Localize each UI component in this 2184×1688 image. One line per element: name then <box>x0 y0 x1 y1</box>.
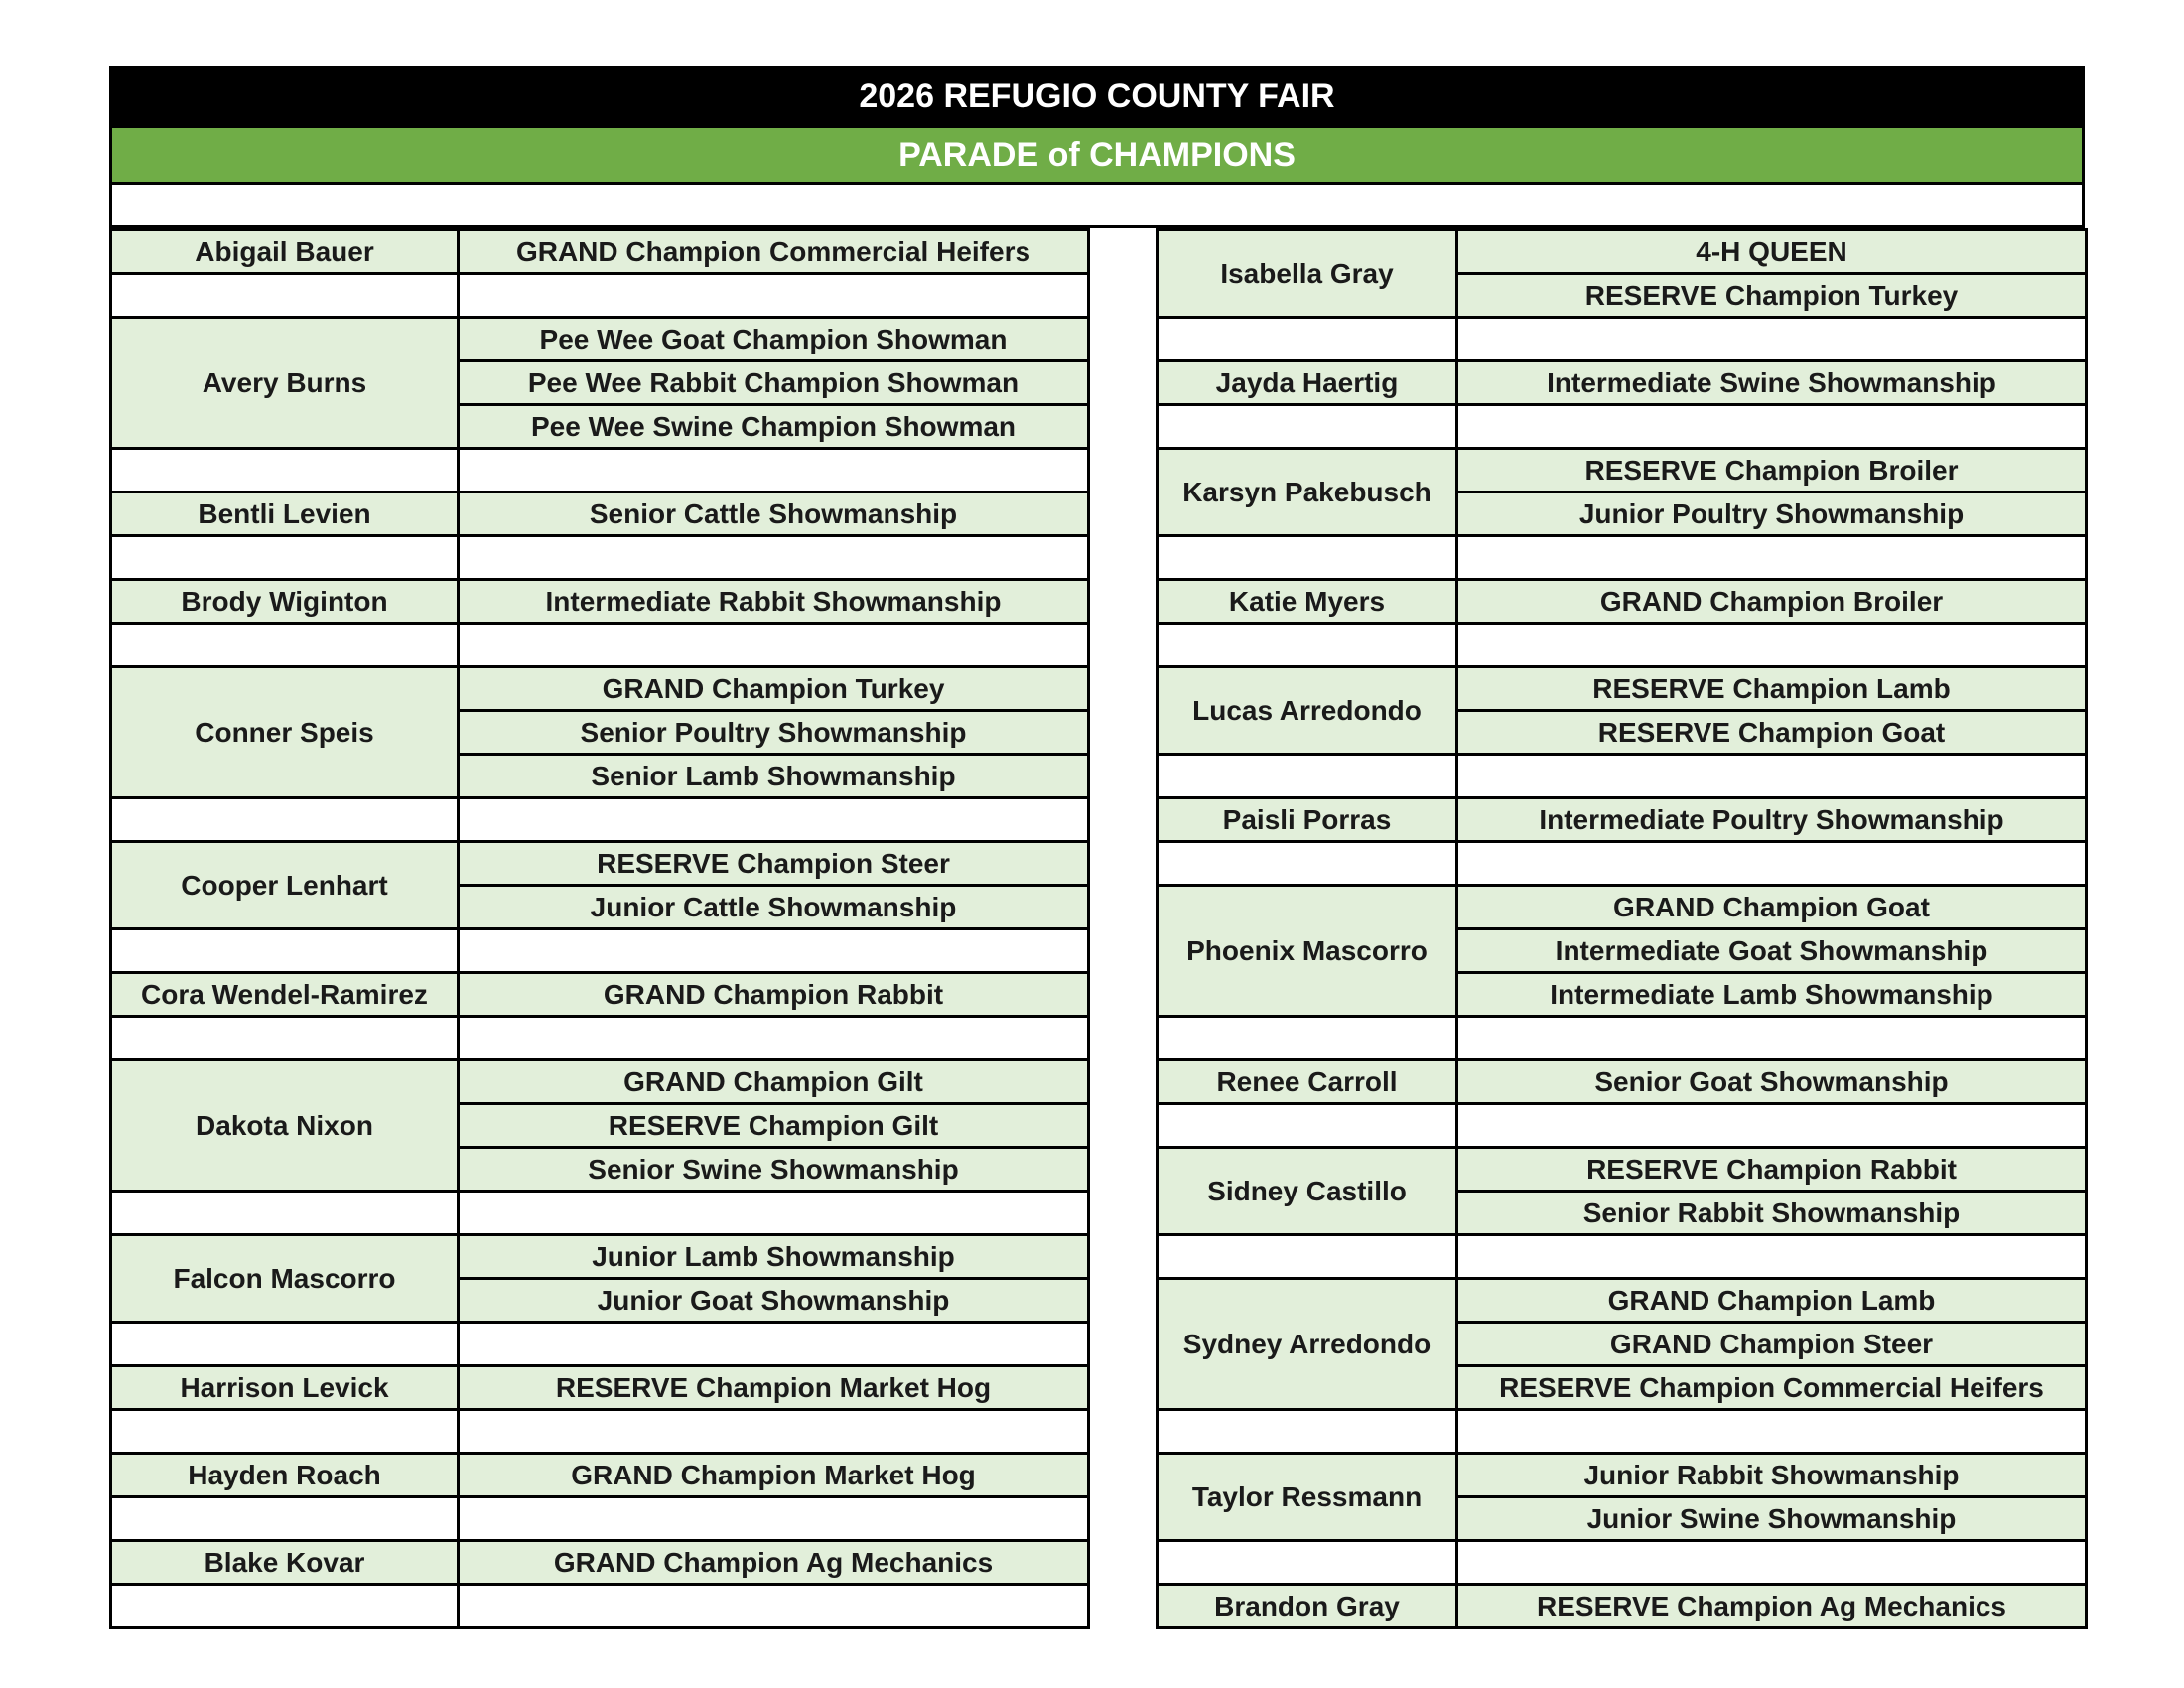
award-title: RESERVE Champion Turkey <box>1457 274 2087 318</box>
blank-cell <box>111 1323 459 1366</box>
blank-cell <box>459 1192 1089 1235</box>
blank-cell <box>1158 842 1457 886</box>
award-title: Intermediate Poultry Showmanship <box>1457 798 2087 842</box>
award-title: Junior Swine Showmanship <box>1457 1497 2087 1541</box>
blank-cell <box>459 449 1089 492</box>
champion-name: Jayda Haertig <box>1158 361 1457 405</box>
left-champions-table <box>109 228 1090 1629</box>
award-title: RESERVE Champion Commercial Heifers <box>1457 1366 2087 1410</box>
blank-cell <box>1457 318 2087 361</box>
award-title: Pee Wee Rabbit Champion Showman <box>459 361 1089 405</box>
blank-cell <box>459 274 1089 318</box>
award-title: GRAND Champion Market Hog <box>459 1454 1089 1497</box>
award-row <box>1158 361 2087 405</box>
award-title: GRAND Champion Lamb <box>1457 1279 2087 1323</box>
blank-separator-row <box>111 1192 1089 1235</box>
award-title: GRAND Champion Ag Mechanics <box>459 1541 1089 1585</box>
champion-name: Lucas Arredondo <box>1158 667 1457 755</box>
award-row <box>1158 580 2087 624</box>
award-title: Junior Poultry Showmanship <box>1457 492 2087 536</box>
blank-cell <box>111 536 459 580</box>
blank-separator-row <box>111 929 1089 973</box>
blank-cell <box>459 1323 1089 1366</box>
blank-cell <box>1457 624 2087 667</box>
champion-name: Phoenix Mascorro <box>1158 886 1457 1017</box>
award-title: RESERVE Champion Gilt <box>459 1104 1089 1148</box>
blank-cell <box>111 1497 459 1541</box>
right-champions-table <box>1156 228 2088 1629</box>
award-row <box>1158 230 2087 274</box>
award-title: Pee Wee Goat Champion Showman <box>459 318 1089 361</box>
award-title: Senior Goat Showmanship <box>1457 1060 2087 1104</box>
blank-cell <box>1457 1541 2087 1585</box>
champion-name: Avery Burns <box>111 318 459 449</box>
blank-separator-row <box>111 1585 1089 1628</box>
award-row <box>111 1060 1089 1104</box>
blank-cell <box>1158 1017 1457 1060</box>
blank-separator-row <box>1158 318 2087 361</box>
blank-cell <box>459 798 1089 842</box>
award-row <box>1158 1454 2087 1497</box>
blank-cell <box>459 1497 1089 1541</box>
award-row <box>111 973 1089 1017</box>
champions-sheet <box>109 66 2085 1624</box>
blank-cell <box>111 449 459 492</box>
award-title: RESERVE Champion Lamb <box>1457 667 2087 711</box>
award-row <box>111 230 1089 274</box>
blank-cell <box>1158 755 1457 798</box>
champion-name: Sydney Arredondo <box>1158 1279 1457 1410</box>
award-title: GRAND Champion Commercial Heifers <box>459 230 1089 274</box>
blank-separator-row <box>1158 405 2087 449</box>
fair-title: 2026 REFUGIO COUNTY FAIR <box>109 66 2085 125</box>
award-row <box>1158 449 2087 492</box>
champion-name: Cora Wendel-Ramirez <box>111 973 459 1017</box>
award-title: Senior Poultry Showmanship <box>459 711 1089 755</box>
blank-separator-row <box>1158 1541 2087 1585</box>
champions-tables <box>109 228 2085 1624</box>
blank-cell <box>111 1192 459 1235</box>
award-title: RESERVE Champion Steer <box>459 842 1089 886</box>
award-title: Senior Cattle Showmanship <box>459 492 1089 536</box>
blank-cell <box>111 1017 459 1060</box>
blank-cell <box>459 624 1089 667</box>
award-row <box>1158 886 2087 929</box>
award-title: RESERVE Champion Goat <box>1457 711 2087 755</box>
award-row <box>111 667 1089 711</box>
blank-separator-row <box>111 624 1089 667</box>
blank-cell <box>111 1410 459 1454</box>
blank-separator-row <box>111 1497 1089 1541</box>
blank-cell <box>1457 1017 2087 1060</box>
champion-name: Harrison Levick <box>111 1366 459 1410</box>
award-title: RESERVE Champion Ag Mechanics <box>1457 1585 2087 1628</box>
blank-spacer-row <box>109 185 2085 228</box>
champion-name: Isabella Gray <box>1158 230 1457 318</box>
blank-cell <box>1457 405 2087 449</box>
award-row <box>111 492 1089 536</box>
blank-cell <box>1158 536 1457 580</box>
blank-cell <box>111 624 459 667</box>
award-title: Pee Wee Swine Champion Showman <box>459 405 1089 449</box>
blank-cell <box>459 1585 1089 1628</box>
award-row <box>111 842 1089 886</box>
award-row <box>111 580 1089 624</box>
blank-cell <box>1158 624 1457 667</box>
blank-cell <box>1158 1410 1457 1454</box>
award-title: GRAND Champion Broiler <box>1457 580 2087 624</box>
blank-cell <box>111 274 459 318</box>
champion-name: Hayden Roach <box>111 1454 459 1497</box>
blank-cell <box>1158 318 1457 361</box>
blank-separator-row <box>111 536 1089 580</box>
blank-separator-row <box>1158 1017 2087 1060</box>
award-row <box>1158 1279 2087 1323</box>
blank-cell <box>459 1410 1089 1454</box>
blank-cell <box>111 798 459 842</box>
blank-cell <box>1158 1541 1457 1585</box>
blank-cell <box>1158 1235 1457 1279</box>
award-row <box>1158 798 2087 842</box>
blank-cell <box>459 1017 1089 1060</box>
award-title: RESERVE Champion Market Hog <box>459 1366 1089 1410</box>
blank-cell <box>111 1585 459 1628</box>
award-title: GRAND Champion Gilt <box>459 1060 1089 1104</box>
award-row <box>111 1454 1089 1497</box>
award-title: GRAND Champion Goat <box>1457 886 2087 929</box>
award-row <box>111 318 1089 361</box>
blank-separator-row <box>1158 624 2087 667</box>
champion-name: Sidney Castillo <box>1158 1148 1457 1235</box>
award-title: Junior Goat Showmanship <box>459 1279 1089 1323</box>
blank-separator-row <box>111 274 1089 318</box>
award-row <box>1158 1585 2087 1628</box>
blank-cell <box>1158 405 1457 449</box>
award-row <box>111 1235 1089 1279</box>
award-title: GRAND Champion Turkey <box>459 667 1089 711</box>
blank-separator-row <box>1158 842 2087 886</box>
blank-separator-row <box>1158 1410 2087 1454</box>
champion-name: Dakota Nixon <box>111 1060 459 1192</box>
champion-name: Katie Myers <box>1158 580 1457 624</box>
blank-cell <box>1158 1104 1457 1148</box>
award-title: Senior Rabbit Showmanship <box>1457 1192 2087 1235</box>
blank-cell <box>1457 842 2087 886</box>
award-title: Intermediate Lamb Showmanship <box>1457 973 2087 1017</box>
award-title: GRAND Champion Steer <box>1457 1323 2087 1366</box>
award-row <box>111 1366 1089 1410</box>
award-title: Junior Rabbit Showmanship <box>1457 1454 2087 1497</box>
blank-separator-row <box>111 1410 1089 1454</box>
award-title: Senior Lamb Showmanship <box>459 755 1089 798</box>
award-title: Intermediate Swine Showmanship <box>1457 361 2087 405</box>
blank-separator-row <box>111 1017 1089 1060</box>
award-title: RESERVE Champion Broiler <box>1457 449 2087 492</box>
award-row <box>1158 1148 2087 1192</box>
blank-separator-row <box>111 449 1089 492</box>
blank-separator-row <box>1158 755 2087 798</box>
blank-cell <box>459 929 1089 973</box>
award-title: Intermediate Goat Showmanship <box>1457 929 2087 973</box>
award-title: Senior Swine Showmanship <box>459 1148 1089 1192</box>
champion-name: Renee Carroll <box>1158 1060 1457 1104</box>
champion-name: Taylor Ressmann <box>1158 1454 1457 1541</box>
blank-cell <box>1457 536 2087 580</box>
blank-cell <box>1457 1410 2087 1454</box>
champion-name: Bentli Levien <box>111 492 459 536</box>
award-row <box>1158 1060 2087 1104</box>
award-title: RESERVE Champion Rabbit <box>1457 1148 2087 1192</box>
blank-separator-row <box>111 798 1089 842</box>
blank-separator-row <box>111 1323 1089 1366</box>
award-title: Junior Lamb Showmanship <box>459 1235 1089 1279</box>
champion-name: Abigail Bauer <box>111 230 459 274</box>
award-row <box>111 1541 1089 1585</box>
award-row <box>1158 667 2087 711</box>
champion-name: Conner Speis <box>111 667 459 798</box>
champion-name: Brandon Gray <box>1158 1585 1457 1628</box>
champion-name: Brody Wiginton <box>111 580 459 624</box>
blank-separator-row <box>1158 1235 2087 1279</box>
champion-name: Paisli Porras <box>1158 798 1457 842</box>
award-title: GRAND Champion Rabbit <box>459 973 1089 1017</box>
blank-cell <box>1457 755 2087 798</box>
champion-name: Blake Kovar <box>111 1541 459 1585</box>
blank-cell <box>1457 1104 2087 1148</box>
champion-name: Cooper Lenhart <box>111 842 459 929</box>
blank-separator-row <box>1158 536 2087 580</box>
champion-name: Falcon Mascorro <box>111 1235 459 1323</box>
blank-separator-row <box>1158 1104 2087 1148</box>
champion-name: Karsyn Pakebusch <box>1158 449 1457 536</box>
blank-cell <box>111 929 459 973</box>
award-title: Intermediate Rabbit Showmanship <box>459 580 1089 624</box>
parade-subtitle: PARADE of CHAMPIONS <box>109 125 2085 185</box>
award-title: 4-H QUEEN <box>1457 230 2087 274</box>
award-title: Junior Cattle Showmanship <box>459 886 1089 929</box>
blank-cell <box>459 536 1089 580</box>
blank-cell <box>1457 1235 2087 1279</box>
